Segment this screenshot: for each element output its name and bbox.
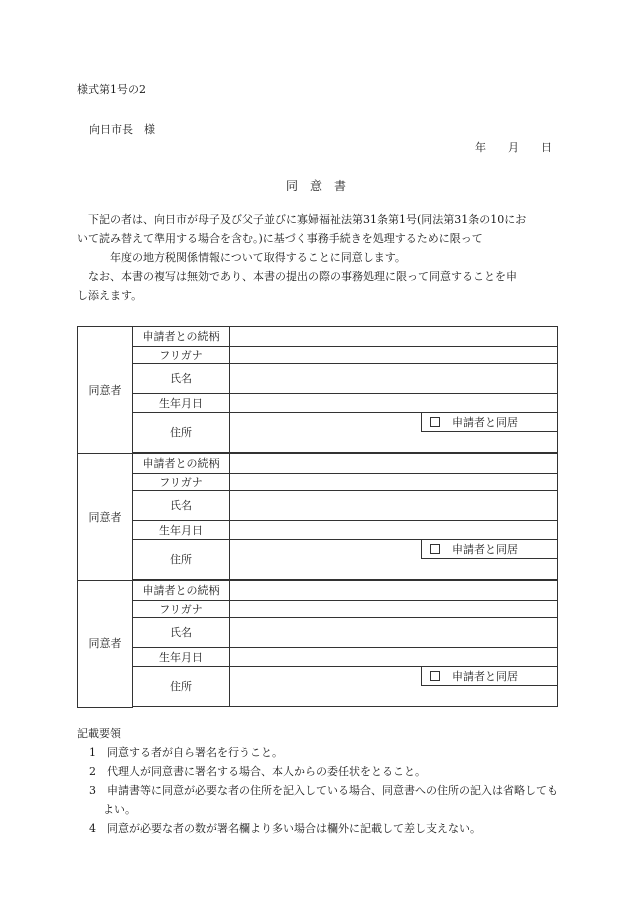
checkbox-icon[interactable] [430, 671, 440, 681]
furigana-field[interactable] [230, 347, 558, 364]
table-row [78, 394, 558, 413]
consent-table [77, 326, 558, 708]
table-row [78, 454, 558, 474]
birthdate-label: 生年月日 [133, 648, 230, 667]
instructions-heading: 記載要領 [77, 727, 121, 740]
birthdate-field[interactable] [230, 394, 558, 413]
form-number: 様式第1号の2 [77, 83, 146, 96]
relation-field[interactable] [230, 454, 558, 474]
date-line: 年 月 日 [475, 141, 552, 154]
address-label: 住所 [133, 540, 230, 580]
name-label: 氏名 [133, 364, 230, 394]
address-label: 住所 [133, 667, 230, 707]
furigana-field[interactable] [230, 601, 558, 618]
para2-line1: なお、本書の複写は無効であり、本書の提出の際の事務処理に限って同意することを申 [88, 270, 517, 283]
instruction-item: 1 同意する者が自ら署名を行うこと。 [89, 746, 283, 759]
table-row [78, 618, 558, 648]
birthdate-label: 生年月日 [133, 521, 230, 540]
furigana-label: フリガナ [133, 601, 230, 618]
cohabit-option[interactable] [421, 540, 557, 559]
relation-label: 申請者との続柄 [133, 327, 230, 347]
instructions [77, 724, 559, 838]
table-row [78, 540, 558, 580]
checkbox-icon[interactable] [430, 417, 440, 427]
table-row [78, 601, 558, 618]
birthdate-field[interactable] [230, 521, 558, 540]
instruction-item: 4 同意が必要な者の数が署名欄より多い場合は欄外に記載して差し支えない。 [89, 822, 481, 835]
para2-line2: し添えます。 [77, 289, 143, 302]
instruction-item: 3 申請書等に同意が必要な者の住所を記入している場合、同意書への住所の記入は省略してもよい。 [89, 784, 558, 816]
table-row [78, 667, 558, 707]
table-row [78, 521, 558, 540]
name-label: 氏名 [133, 618, 230, 648]
instruction-item: 2 代理人が同意書に署名する場合、本人からの委任状をとること。 [89, 765, 426, 778]
table-row [78, 581, 558, 601]
name-field[interactable] [230, 618, 558, 648]
consenter-label-2: 同意者 [78, 454, 133, 581]
name-field[interactable] [230, 364, 558, 394]
table-row [78, 648, 558, 667]
para1-line2: いて読み替えて準用する場合を含む。)に基づく事務手続きを処理するために限って [77, 232, 483, 245]
table-row [78, 491, 558, 521]
relation-field[interactable] [230, 327, 558, 347]
consenter-label-1: 同意者 [78, 327, 133, 454]
relation-field[interactable] [230, 581, 558, 601]
address-field[interactable] [230, 413, 558, 453]
address-field[interactable] [230, 667, 558, 707]
consenter-label-3: 同意者 [78, 581, 133, 708]
document-title: 同 意 書 [286, 179, 347, 193]
cohabit-label: 申請者と同居 [452, 543, 518, 556]
table-row [78, 347, 558, 364]
cohabit-label: 申請者と同居 [452, 416, 518, 429]
furigana-field[interactable] [230, 474, 558, 491]
para1-line1: 下記の者は、向日市が母子及び父子並びに寡婦福祉法第31条第1号(同法第31条の10にお [88, 213, 527, 226]
consent-statement [77, 210, 559, 305]
cohabit-label: 申請者と同居 [452, 670, 518, 683]
addressee: 向日市長 様 [89, 123, 155, 136]
furigana-label: フリガナ [133, 347, 230, 364]
table-row [78, 364, 558, 394]
relation-label: 申請者との続柄 [133, 454, 230, 474]
birthdate-label: 生年月日 [133, 394, 230, 413]
address-field[interactable] [230, 540, 558, 580]
cohabit-option[interactable] [421, 667, 557, 686]
birthdate-field[interactable] [230, 648, 558, 667]
relation-label: 申請者との続柄 [133, 581, 230, 601]
checkbox-icon[interactable] [430, 544, 440, 554]
cohabit-option[interactable] [421, 413, 557, 432]
furigana-label: フリガナ [133, 474, 230, 491]
table-row [78, 474, 558, 491]
para1-line3: 年度の地方税関係情報について取得することに同意します。 [110, 251, 406, 264]
address-label: 住所 [133, 413, 230, 453]
name-field[interactable] [230, 491, 558, 521]
table-row [78, 413, 558, 453]
table-row [78, 327, 558, 347]
name-label: 氏名 [133, 491, 230, 521]
